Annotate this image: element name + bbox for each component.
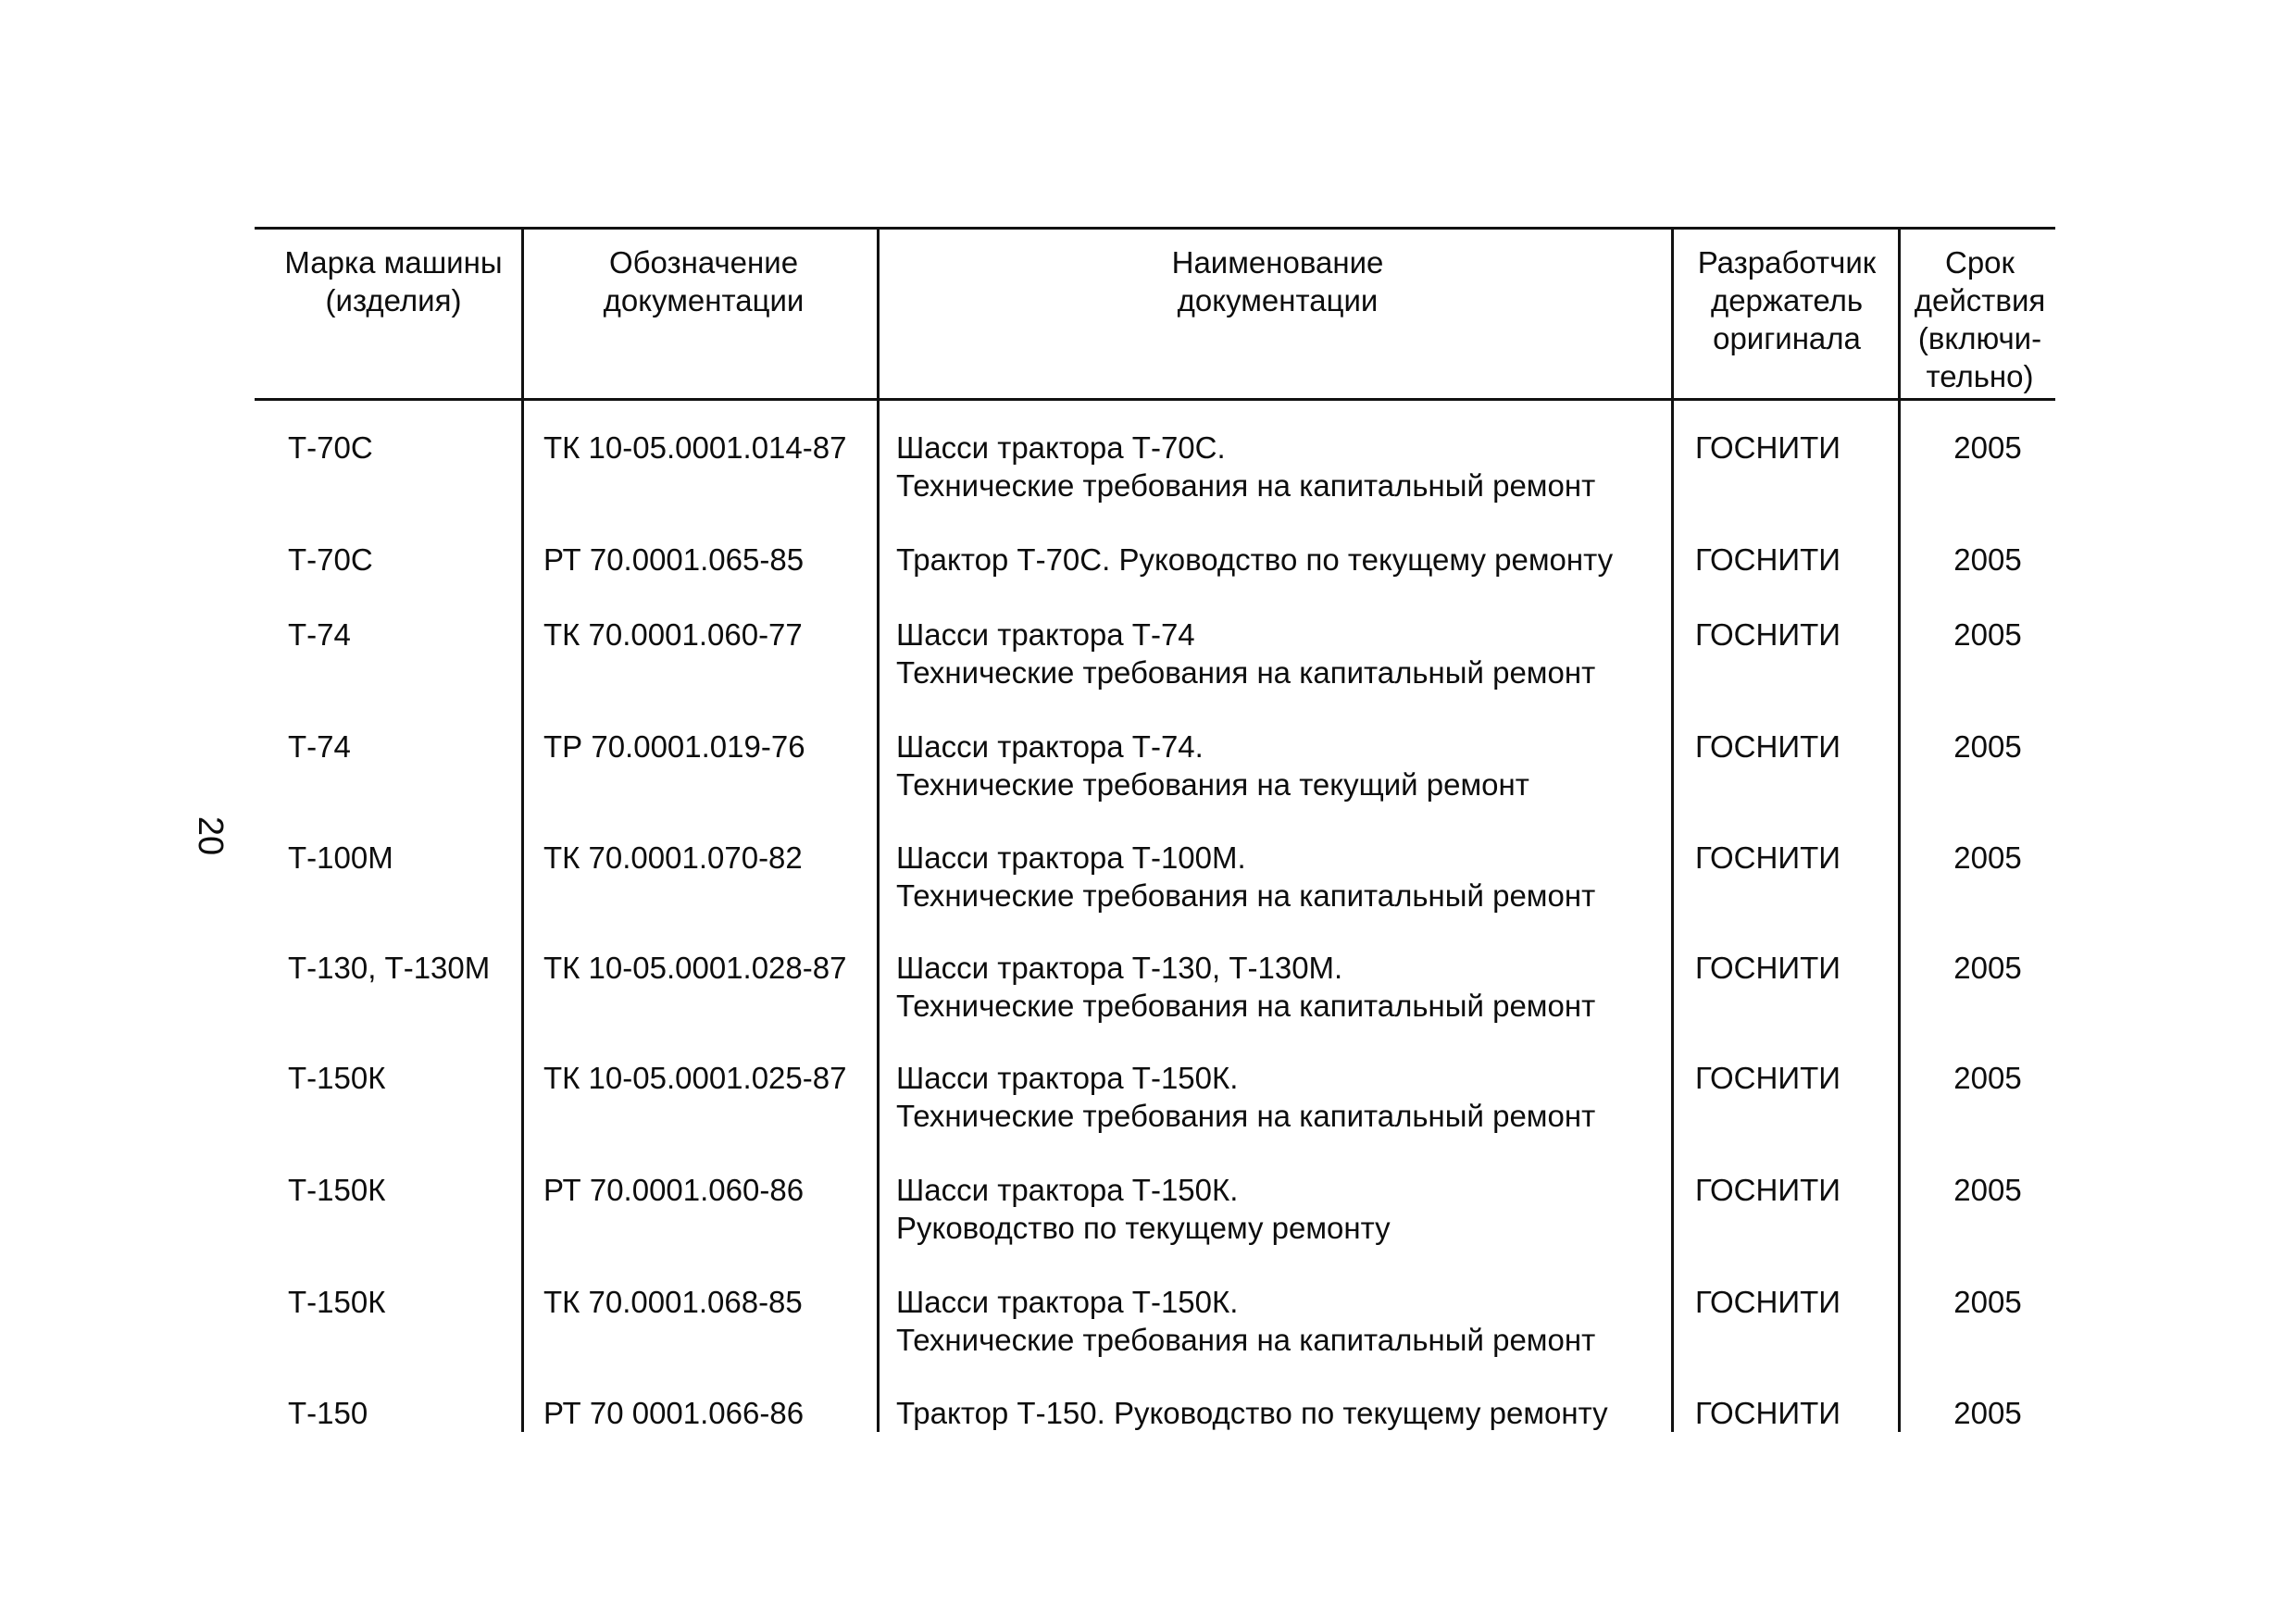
cell-name: Шасси трактора Т-150К. Технические требования на капитальный ремонт bbox=[896, 1061, 1596, 1133]
cell-year: 2005 bbox=[1953, 617, 2022, 652]
cell-code: ТК 10-05.0001.028-87 bbox=[543, 951, 847, 985]
cell-name: Шасси трактора Т-70С. Технические требования на капитальный ремонт bbox=[896, 430, 1596, 503]
cell-year: 2005 bbox=[1953, 1396, 2022, 1430]
cell-code: ТК 70.0001.070-82 bbox=[543, 840, 803, 875]
header-code: Обозначение документации bbox=[603, 245, 805, 317]
cell-developer: ГОСНИТИ bbox=[1695, 617, 1841, 652]
cell-code: ТР 70.0001.019-76 bbox=[543, 729, 805, 764]
cell-mark: Т-150К bbox=[288, 1285, 386, 1319]
cell-mark: Т-100М bbox=[288, 840, 393, 875]
cell-code: РТ 70.0001.065-85 bbox=[543, 542, 805, 577]
header-bottom-rule bbox=[255, 398, 2055, 401]
cell-developer: ГОСНИТИ bbox=[1695, 542, 1841, 577]
cell-code: РТ 70.0001.060-86 bbox=[543, 1173, 805, 1207]
cell-code: РТ 70 0001.066-86 bbox=[543, 1396, 805, 1430]
cell-name: Трактор Т-150. Руководство по текущему ремонту bbox=[896, 1396, 1608, 1430]
cell-developer: ГОСНИТИ bbox=[1695, 1396, 1841, 1430]
cell-name: Шасси трактора Т-130, Т-130М. Технические требования на капитальный ремонт bbox=[896, 951, 1596, 1023]
cell-code: ТК 10-05.0001.025-87 bbox=[543, 1061, 847, 1095]
column-separator bbox=[521, 227, 524, 1432]
column-separator bbox=[1898, 227, 1901, 1432]
cell-name: Шасси трактора Т-74 Технические требования на капитальный ремонт bbox=[896, 617, 1596, 690]
cell-year: 2005 bbox=[1953, 840, 2022, 875]
cell-mark: Т-150К bbox=[288, 1173, 386, 1207]
page-number: 20 bbox=[191, 815, 230, 856]
cell-mark: Т-70С bbox=[288, 430, 373, 465]
header-developer: Разработчик держатель оригинала bbox=[1697, 245, 1877, 355]
cell-developer: ГОСНИТИ bbox=[1695, 729, 1841, 764]
cell-mark: Т-74 bbox=[288, 617, 351, 652]
cell-developer: ГОСНИТИ bbox=[1695, 1285, 1841, 1319]
cell-name: Шасси трактора Т-150К. Технические требования на капитальный ремонт bbox=[896, 1285, 1596, 1357]
documentation-table bbox=[255, 227, 2055, 1432]
cell-mark: Т-74 bbox=[288, 729, 351, 764]
cell-year: 2005 bbox=[1953, 1061, 2022, 1095]
cell-name: Шасси трактора Т-74. Технические требования на текущий ремонт bbox=[896, 729, 1529, 802]
cell-code: ТК 70.0001.060-77 bbox=[543, 617, 803, 652]
column-separator bbox=[1671, 227, 1674, 1432]
cell-mark: Т-130, Т-130М bbox=[288, 951, 491, 985]
cell-name: Шасси трактора Т-150К. Руководство по текущему ремонту bbox=[896, 1173, 1391, 1245]
header-name: Наименование документации bbox=[1171, 245, 1384, 317]
cell-mark: Т-70С bbox=[288, 542, 373, 577]
cell-mark: Т-150 bbox=[288, 1396, 368, 1430]
cell-developer: ГОСНИТИ bbox=[1695, 840, 1841, 875]
cell-year: 2005 bbox=[1953, 729, 2022, 764]
cell-year: 2005 bbox=[1953, 951, 2022, 985]
cell-developer: ГОСНИТИ bbox=[1695, 430, 1841, 465]
cell-code: ТК 70.0001.068-85 bbox=[543, 1285, 803, 1319]
header-validity: Срок действия (включи- тельно) bbox=[1914, 245, 2046, 393]
column-separator bbox=[877, 227, 880, 1432]
cell-developer: ГОСНИТИ bbox=[1695, 1173, 1841, 1207]
table-top-rule bbox=[255, 227, 2055, 230]
cell-name: Шасси трактора Т-100М. Технические требования на капитальный ремонт bbox=[896, 840, 1596, 913]
cell-name: Трактор Т-70С. Руководство по текущему ремонту bbox=[896, 542, 1614, 577]
cell-year: 2005 bbox=[1953, 542, 2022, 577]
cell-developer: ГОСНИТИ bbox=[1695, 951, 1841, 985]
cell-year: 2005 bbox=[1953, 1173, 2022, 1207]
cell-year: 2005 bbox=[1953, 1285, 2022, 1319]
header-mark: Марка машины (изделия) bbox=[284, 245, 503, 317]
cell-developer: ГОСНИТИ bbox=[1695, 1061, 1841, 1095]
cell-year: 2005 bbox=[1953, 430, 2022, 465]
cell-code: ТК 10-05.0001.014-87 bbox=[543, 430, 847, 465]
cell-mark: Т-150К bbox=[288, 1061, 386, 1095]
